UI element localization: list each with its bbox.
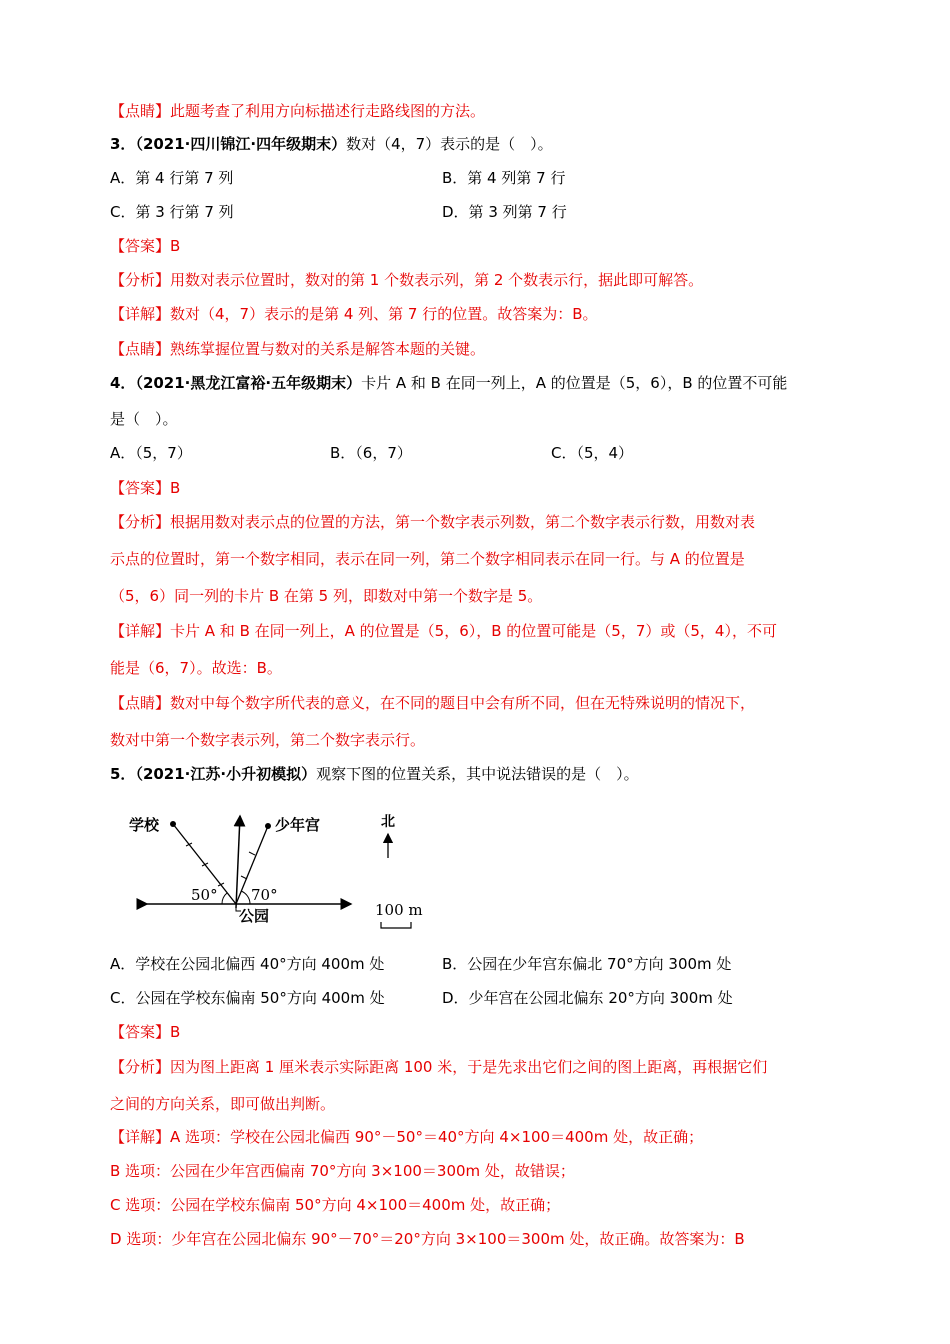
- q5-stem-line: [110, 763, 639, 785]
- q4-answer: 【答案】B: [110, 479, 181, 497]
- q3-number: 3．: [110, 135, 136, 153]
- q5-option-d: D．少年宫在公园北偏东 20°方向 300m 处: [442, 989, 733, 1007]
- position-diagram: [125, 800, 435, 940]
- q4-option-a: A．（5，7）: [110, 444, 192, 462]
- q5-stem: 观察下图的位置关系，其中说法错误的是（ ）。: [316, 765, 639, 783]
- q3-stem-line: [110, 133, 553, 155]
- school-label: 学校: [129, 816, 160, 834]
- q3-detail: 【详解】数对（4，7）表示的是第 4 列、第 7 行的位置。故答案为：B。: [110, 305, 598, 323]
- angle-arc-right: [241, 891, 250, 904]
- q4-analysis-2: 示点的位置时，第一个数字相同，表示在同一列，第二个数字相同表示在同一行。与 A 的位置是: [110, 550, 745, 568]
- palace-point: [265, 823, 271, 829]
- q5-answer: 【答案】B: [110, 1023, 181, 1041]
- q5-option-a: A．学校在公园北偏西 40°方向 400m 处: [110, 955, 385, 973]
- angle-arc-left: [222, 893, 227, 904]
- q4-option-c: C．（5，4）: [551, 444, 634, 462]
- park-label: 公园: [239, 907, 270, 925]
- q5-number: 5．: [110, 765, 136, 783]
- school-point: [170, 821, 176, 827]
- q3-dianjing: 【点睛】熟练掌握位置与数对的关系是解答本题的关键。: [110, 340, 486, 358]
- q4-analysis-1: 【分析】根据用数对表示点的位置的方法，第一个数字表示列数，第二个数字表示行数，用数对表: [110, 513, 756, 531]
- q5-option-b: B．公园在少年宫东偏北 70°方向 300m 处: [442, 955, 732, 973]
- q5-analysis-1: 【分析】因为图上距离 1 厘米表示实际距离 100 米，于是先求出它们之间的图上距离，再根据它们: [110, 1058, 768, 1076]
- q4-option-b: B．（6，7）: [330, 444, 412, 462]
- q4-stem-2: 是（ ）。: [110, 410, 178, 428]
- q3-answer: 【答案】B: [110, 237, 181, 255]
- q4-dianjing-1: 【点睛】数对中每个数字所代表的意义，在不同的题目中会有所不同，但在无特殊说明的情况下，: [110, 694, 756, 712]
- q4-detail-2: 能是（6，7）。故选：B。: [110, 659, 282, 677]
- q4-dianjing-2: 数对中第一个数字表示列，第二个数字表示行。: [110, 731, 426, 749]
- q5-option-c: C．公园在学校东偏南 50°方向 400m 处: [110, 989, 385, 1007]
- q3-option-b: B．第 4 列第 7 行: [442, 169, 566, 187]
- angle-left-label: 50°: [191, 886, 218, 904]
- q4-analysis-3: （5，6）同一列的卡片 B 在第 5 列，即数对中第一个数字是 5。: [110, 587, 543, 605]
- q4-detail-1: 【详解】卡片 A 和 B 在同一列上，A 的位置是（5，6），B 的位置可能是（5，7）或（5，4），不可: [110, 622, 777, 640]
- q5-detail-b: B 选项：公园在少年宫西偏南 70°方向 3×100＝300m 处，故错误；: [110, 1162, 575, 1180]
- angle-right-label: 70°: [251, 886, 278, 904]
- scale-label: 100 m: [375, 901, 423, 919]
- q3-analysis: 【分析】用数对表示位置时，数对的第 1 个数表示列，第 2 个数表示行，据此即可解答。: [110, 271, 704, 289]
- q5-detail-a: 【详解】A 选项：学校在公园北偏西 90°－50°＝40°方向 4×100＝400m 处，故正确；: [110, 1128, 704, 1146]
- q4-stem-1: 卡片 A 和 B 在同一列上，A 的位置是（5，6），B 的位置不可能: [361, 374, 788, 392]
- q5-detail-c: C 选项：公园在学校东偏南 50°方向 4×100＝400m 处，故正确；: [110, 1196, 561, 1214]
- q3-option-a: A．第 4 行第 7 列: [110, 169, 234, 187]
- q3-source: （2021·四川锦江·四年级期末）: [135, 135, 347, 153]
- q3-stem: 数对（4，7）表示的是（ ）。: [346, 135, 553, 153]
- q2-dianjing: 【点睛】此题考查了利用方向标描述行走路线图的方法。: [110, 102, 486, 120]
- q5-source: （2021·江苏·小升初模拟）: [135, 765, 317, 783]
- q3-option-d: D．第 3 列第 7 行: [442, 203, 567, 221]
- palace-label: 少年宫: [275, 816, 321, 834]
- scale-bar: [381, 922, 411, 928]
- q4-number: 4．: [110, 374, 136, 392]
- q4-source: （2021·黑龙江富裕·五年级期末）: [135, 374, 362, 392]
- q5-detail-d: D 选项：少年宫在公园北偏东 90°－70°＝20°方向 3×100＝300m 处，故正确。故答案为：B: [110, 1230, 745, 1248]
- north-label: 北: [381, 814, 395, 830]
- q3-option-c: C．第 3 行第 7 列: [110, 203, 234, 221]
- q4-stem-line: [110, 372, 787, 394]
- q5-analysis-2: 之间的方向关系，即可做出判断。: [110, 1095, 336, 1113]
